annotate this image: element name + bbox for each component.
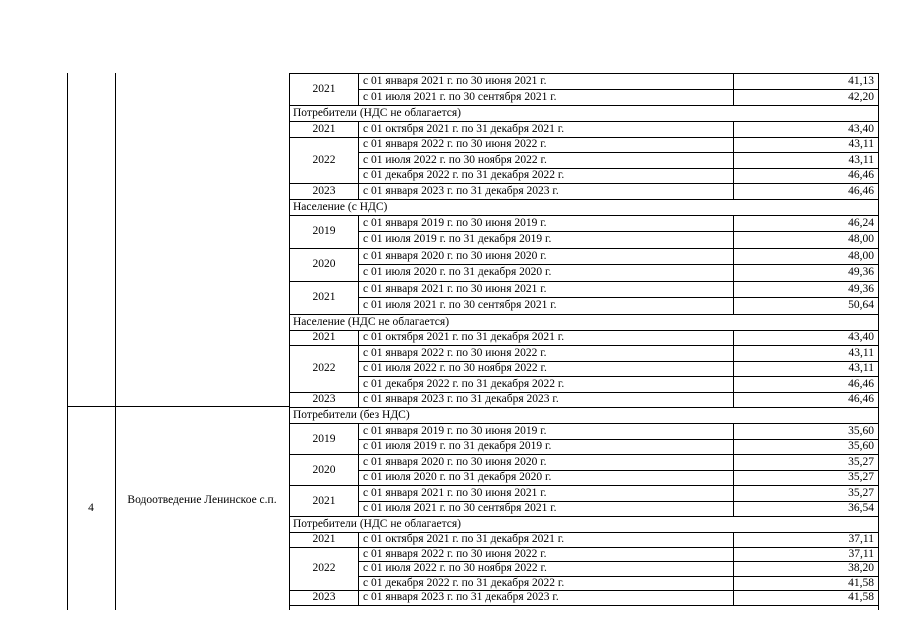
row-separator bbox=[67, 406, 289, 407]
section-header: Потребители (НДС не облагается) bbox=[293, 518, 461, 530]
period-text: с 01 января 2021 г. по 30 июня 2021 г. bbox=[363, 75, 547, 87]
tariff-value: 46,46 bbox=[848, 169, 874, 182]
year-cell-rule bbox=[289, 547, 358, 548]
period-text: с 01 октября 2021 г. по 31 декабря 2021 г. bbox=[363, 122, 565, 135]
period-text: с 01 января 2020 г. по 30 июня 2020 г. bbox=[363, 455, 547, 468]
year-cell-rule bbox=[289, 215, 358, 216]
value-divider bbox=[733, 121, 734, 137]
period-text: с 01 января 2022 г. по 30 июня 2022 г. bbox=[363, 138, 547, 151]
tariff-value: 43,40 bbox=[848, 122, 874, 135]
year-label: 2021 bbox=[312, 122, 336, 135]
value-divider bbox=[733, 454, 734, 470]
period-text: с 01 июля 2020 г. по 31 декабря 2020 г. bbox=[363, 266, 552, 279]
tariff-value: 46,24 bbox=[848, 216, 874, 229]
table-border-left bbox=[67, 73, 68, 610]
value-divider bbox=[733, 137, 734, 153]
value-divider bbox=[733, 297, 734, 314]
tariff-value: 46,46 bbox=[848, 377, 874, 390]
year-label: 2022 bbox=[312, 362, 336, 375]
year-label: 2019 bbox=[312, 432, 336, 445]
table-column-divider bbox=[115, 73, 116, 610]
period-text: с 01 июля 2021 г. по 30 сентября 2021 г. bbox=[363, 91, 557, 103]
year-label: 2021 bbox=[312, 494, 336, 507]
value-divider bbox=[733, 470, 734, 486]
value-divider bbox=[733, 330, 734, 346]
value-divider bbox=[733, 439, 734, 455]
section-header: Потребители (НДС не облагается) bbox=[293, 107, 461, 119]
period-text: с 01 июля 2022 г. по 30 ноября 2022 г. bbox=[363, 153, 547, 166]
year-cell-rule bbox=[289, 281, 358, 282]
period-text: с 01 января 2023 г. по 31 декабря 2023 г. bbox=[363, 591, 559, 604]
period-text: с 01 июля 2021 г. по 30 сентября 2021 г. bbox=[363, 502, 557, 515]
value-divider bbox=[733, 231, 734, 248]
year-cell-rule bbox=[289, 137, 358, 138]
tariff-value: 37,11 bbox=[848, 547, 874, 560]
year-cell-rule bbox=[289, 423, 358, 424]
year-label: 2023 bbox=[312, 184, 336, 197]
period-text: с 01 октября 2021 г. по 31 декабря 2021 г. bbox=[363, 331, 565, 344]
value-divider bbox=[733, 485, 734, 501]
tariff-value: 49,36 bbox=[848, 282, 874, 295]
period-text: с 01 января 2019 г. по 30 июня 2019 г. bbox=[363, 424, 547, 437]
tariff-value: 35,27 bbox=[848, 455, 874, 468]
period-text: с 01 января 2019 г. по 30 июня 2019 г. bbox=[363, 216, 547, 229]
sub-table-bottom bbox=[289, 605, 878, 606]
tariff-value: 43,11 bbox=[848, 362, 874, 375]
value-divider bbox=[733, 215, 734, 232]
year-label: 2021 bbox=[312, 83, 336, 95]
tariff-value: 36,54 bbox=[848, 502, 874, 515]
tariff-value: 38,20 bbox=[848, 562, 874, 575]
period-text: с 01 января 2023 г. по 31 декабря 2023 г. bbox=[363, 184, 559, 197]
tariff-value: 48,00 bbox=[848, 233, 874, 246]
value-divider bbox=[733, 423, 734, 439]
year-label: 2020 bbox=[312, 463, 336, 476]
value-divider bbox=[733, 532, 734, 547]
section-header: Население (НДС не облагается) bbox=[293, 315, 450, 328]
tariff-value: 35,27 bbox=[848, 486, 874, 499]
value-divider bbox=[733, 547, 734, 562]
year-cell-rule bbox=[289, 454, 358, 455]
year-label: 2020 bbox=[312, 258, 336, 270]
period-text: с 01 июля 2019 г. по 31 декабря 2019 г. bbox=[363, 233, 552, 246]
value-divider bbox=[733, 501, 734, 517]
period-text: с 01 июля 2019 г. по 31 декабря 2019 г. bbox=[363, 440, 552, 453]
tariff-value: 43,11 bbox=[848, 138, 874, 151]
period-text: с 01 января 2022 г. по 30 июня 2022 г. bbox=[363, 547, 547, 560]
year-label: 2021 bbox=[312, 291, 336, 303]
tariff-value: 41,58 bbox=[848, 591, 874, 604]
year-cell-rule bbox=[289, 73, 358, 74]
year-label: 2022 bbox=[312, 562, 336, 575]
tariff-value: 35,60 bbox=[848, 440, 874, 453]
tariff-value: 37,11 bbox=[848, 533, 874, 546]
tariff-value: 35,27 bbox=[848, 471, 874, 484]
tariff-value: 41,58 bbox=[848, 576, 874, 589]
year-cell-rule bbox=[289, 248, 358, 249]
tariff-value: 43,40 bbox=[848, 331, 874, 344]
tariff-value: 46,46 bbox=[848, 393, 874, 406]
period-text: с 01 января 2022 г. по 30 июня 2022 г. bbox=[363, 346, 547, 359]
tariff-value: 35,60 bbox=[848, 424, 874, 437]
year-label: 2021 bbox=[312, 533, 336, 546]
value-divider bbox=[733, 392, 734, 408]
period-text: с 01 июля 2022 г. по 30 ноября 2022 г. bbox=[363, 562, 547, 575]
tariff-value: 49,36 bbox=[848, 266, 874, 279]
tariff-value: 46,46 bbox=[848, 184, 874, 197]
value-divider bbox=[733, 89, 734, 105]
value-divider bbox=[733, 590, 734, 605]
value-divider bbox=[733, 168, 734, 184]
section-header: Потребители (без НДС) bbox=[293, 409, 410, 421]
tariff-value: 42,20 bbox=[848, 91, 874, 103]
tariff-value: 50,64 bbox=[848, 299, 874, 312]
year-label: 2021 bbox=[312, 331, 336, 344]
year-label: 2022 bbox=[312, 153, 336, 166]
value-divider bbox=[733, 376, 734, 392]
period-text: с 01 июля 2021 г. по 30 сентября 2021 г. bbox=[363, 299, 557, 312]
value-divider bbox=[733, 248, 734, 265]
year-cell-rule bbox=[289, 345, 358, 346]
period-text: с 01 декабря 2022 г. по 31 декабря 2022 г. bbox=[363, 169, 565, 182]
value-divider bbox=[733, 152, 734, 168]
value-divider bbox=[733, 73, 734, 89]
period-text: с 01 декабря 2022 г. по 31 декабря 2022 г. bbox=[363, 576, 565, 589]
period-text: с 01 января 2021 г. по 30 июня 2021 г. bbox=[363, 282, 547, 295]
tariff-value: 41,13 bbox=[848, 75, 874, 87]
row-number: 4 bbox=[88, 502, 94, 514]
value-divider bbox=[733, 361, 734, 377]
year-label: 2019 bbox=[312, 225, 336, 237]
period-text: с 01 января 2020 г. по 30 июня 2020 г. bbox=[363, 249, 547, 262]
value-divider bbox=[733, 183, 734, 199]
period-text: с 01 января 2023 г. по 31 декабря 2023 г. bbox=[363, 393, 559, 406]
value-divider bbox=[733, 345, 734, 361]
period-text: с 01 июля 2022 г. по 30 ноября 2022 г. bbox=[363, 362, 547, 375]
year-cell-rule bbox=[289, 485, 358, 486]
year-label: 2023 bbox=[312, 591, 336, 604]
section-header: Население (с НДС) bbox=[293, 200, 388, 213]
period-text: с 01 октября 2021 г. по 31 декабря 2021 г. bbox=[363, 533, 565, 546]
year-label: 2023 bbox=[312, 393, 336, 406]
value-divider bbox=[733, 576, 734, 591]
table-border-right bbox=[878, 73, 879, 610]
service-name: Водоотведение Ленинское с.п. bbox=[127, 494, 277, 506]
period-text: с 01 января 2021 г. по 30 июня 2021 г. bbox=[363, 486, 547, 499]
tariff-value: 43,11 bbox=[848, 153, 874, 166]
period-text: с 01 декабря 2022 г. по 31 декабря 2022 г. bbox=[363, 377, 565, 390]
value-divider bbox=[733, 264, 734, 281]
value-divider bbox=[733, 561, 734, 576]
period-text: с 01 июля 2020 г. по 31 декабря 2020 г. bbox=[363, 471, 552, 484]
tariff-value: 43,11 bbox=[848, 346, 874, 359]
tariff-value: 48,00 bbox=[848, 249, 874, 262]
value-divider bbox=[733, 281, 734, 298]
